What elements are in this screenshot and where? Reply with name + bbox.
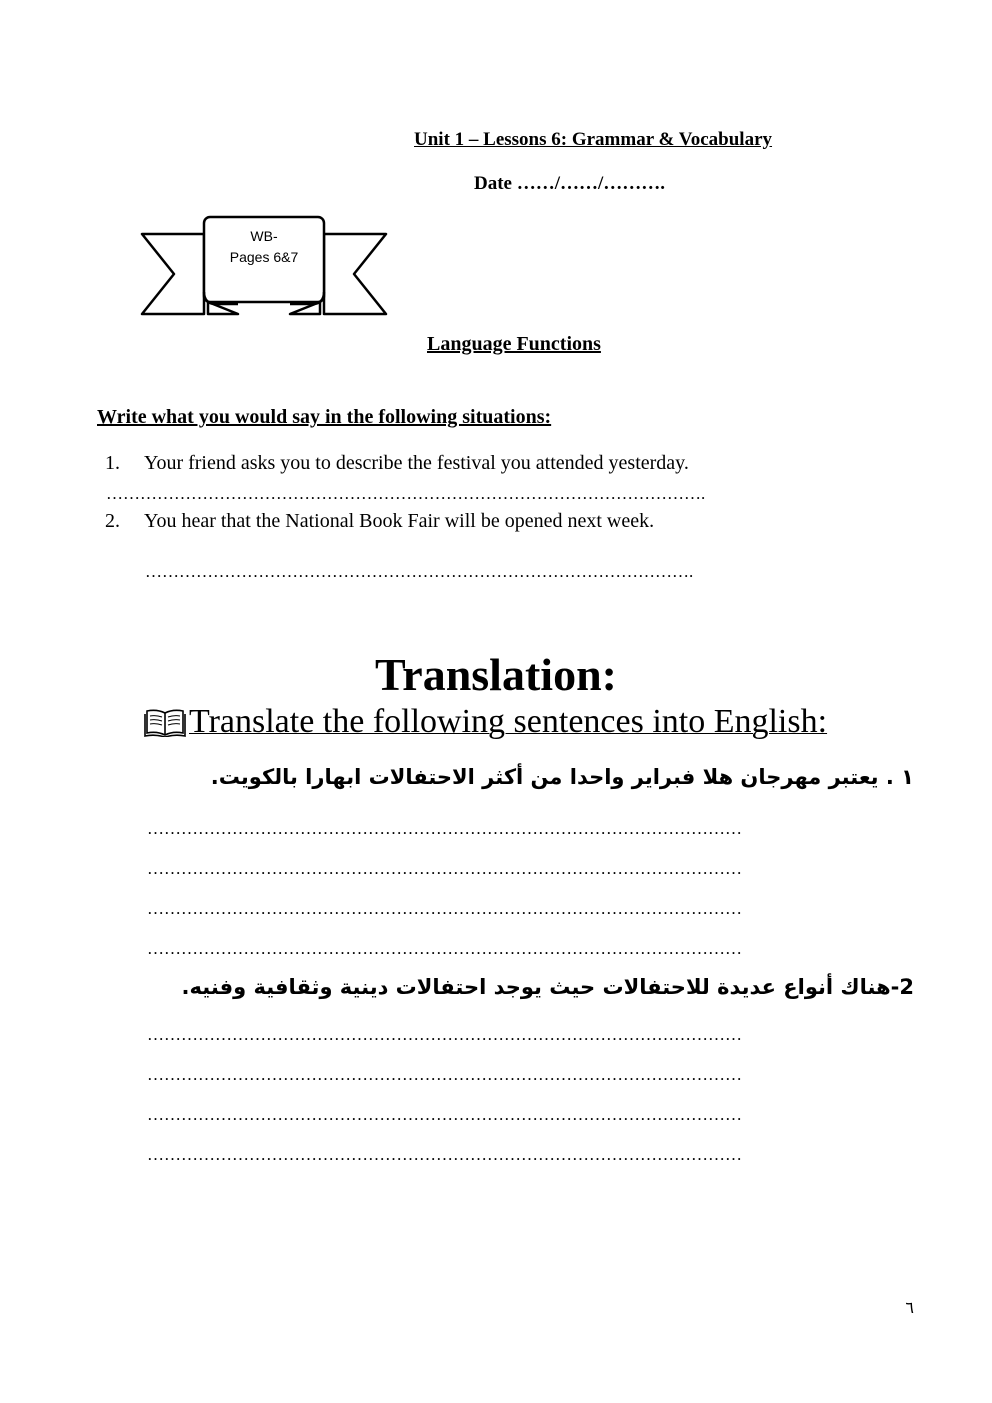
instruction-language-functions: Write what you would say in the following situations: [97, 406, 552, 428]
question-text: Your friend asks you to describe the festival you attended yesterday. [144, 452, 689, 474]
question-text: You hear that the National Book Fair will be opened next week. [144, 510, 655, 532]
translation-instruction-text: Translate the following sentences into English: [189, 703, 828, 740]
date-line: Date ……/……/………. [474, 173, 666, 194]
ribbon-line-1: WB- [250, 228, 278, 244]
question-number: 1. [105, 452, 120, 474]
arabic-sentence: 2-هناك أنواع عديدة للاحتفالات حيث يوجد احتفالات دينية وثقافية وفنيه. [181, 975, 914, 999]
answer-line: …………………………………………………………………………………………… [147, 1145, 742, 1164]
answer-line: ……………………………………………………………………………………………. [106, 484, 706, 503]
answer-line: …………………………………………………………………………………………… [147, 939, 742, 958]
answer-line: …………………………………………………………………………………………… [147, 1025, 742, 1044]
ribbon-label [204, 226, 324, 268]
page-number: ٦ [905, 1298, 914, 1317]
answer-line: …………………………………………………………………………………………… [147, 1105, 742, 1124]
section-title-translation: Translation: [375, 649, 617, 700]
answer-line: …………………………………………………………………………………………… [147, 859, 742, 878]
answer-line: …………………………………………………………………………………………… [147, 1065, 742, 1084]
instruction-translation [143, 703, 827, 741]
section-heading-language-functions: Language Functions [427, 333, 601, 355]
question-number: 2. [105, 510, 120, 532]
unit-title: Unit 1 – Lessons 6: Grammar & Vocabulary [414, 129, 773, 150]
arabic-sentence: ١ . يعتبر مهرجان هلا فبراير واحدا من أكثر الاحتفالات ابهارا بالكويت. [210, 765, 914, 789]
answer-line: ……………………………………………………………………………………. [145, 562, 694, 581]
ribbon-line-2: Pages 6&7 [229, 249, 299, 265]
answer-line: …………………………………………………………………………………………… [147, 819, 742, 838]
open-book-icon [143, 707, 187, 737]
answer-line: …………………………………………………………………………………………… [147, 899, 742, 918]
